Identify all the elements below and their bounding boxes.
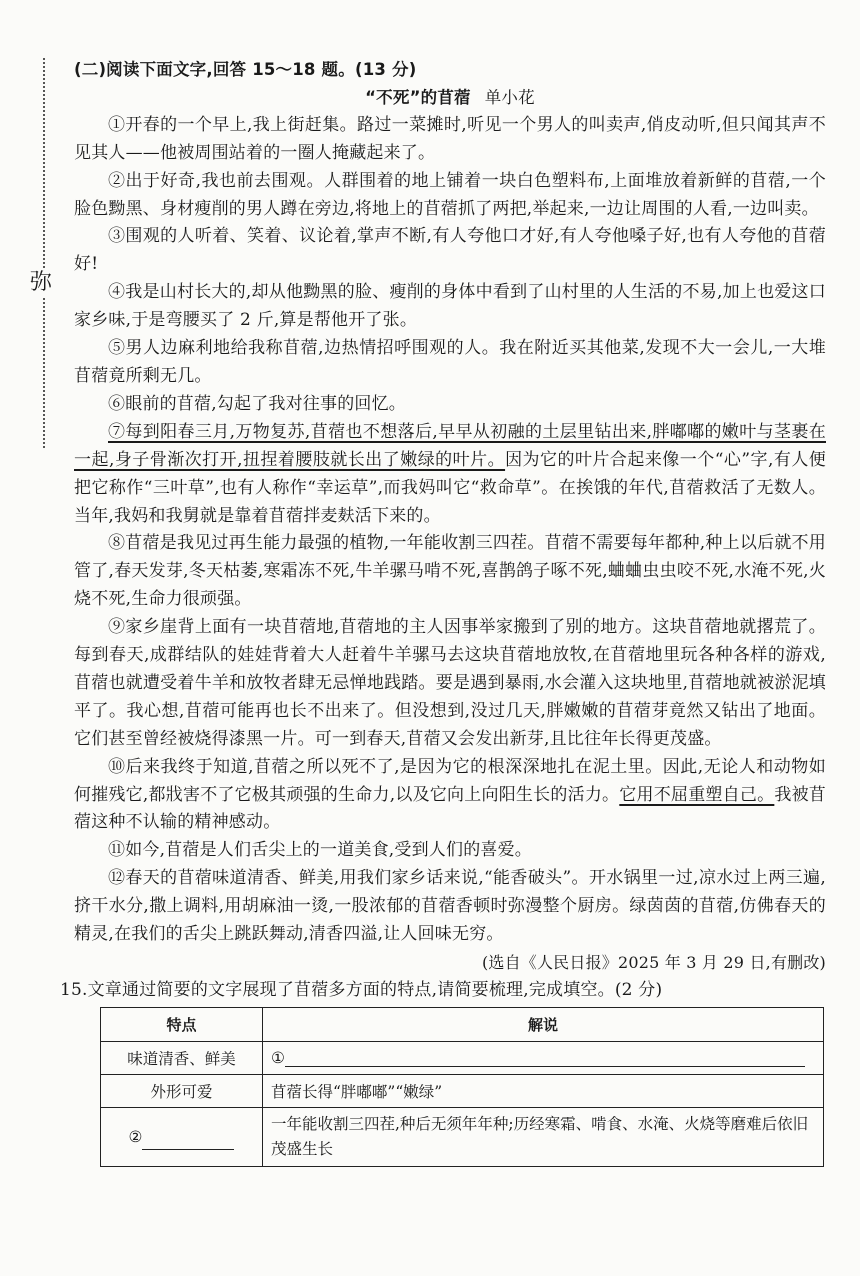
explain-cell: 苜蓿长得“胖嘟嘟”“嫩绿” <box>263 1075 824 1108</box>
answer-blank-1-cell[interactable] <box>263 1042 824 1075</box>
paragraph-10-before: ⑩后来我终于知道,苜蓿之所以死不了,是因为它的根深深地扎在泥土里。因此,无论人和动物如何摧残它,都戕害不了它极其顽强的生命力,以及它向上向阳生长的活力。 <box>74 756 826 805</box>
paragraph-1: ①开春的一个早上,我上街赶集。路过一菜摊时,听见一个男人的叫卖声,俏皮动听,但只闻其声不见其人——他被周围站着的一圈人掩藏起来了。 <box>74 114 826 163</box>
question-15-table <box>100 1007 824 1167</box>
question-15-prompt: 15.文章通过简要的文字展现了苜蓿多方面的特点,请简要梳理,完成填空。(2 分) <box>60 979 663 1000</box>
paragraph-9: ⑨家乡崖背上面有一块苜蓿地,苜蓿地的主人因事举家搬到了别的地方。这块苜蓿地就撂荒了。每到春天,成群结队的娃娃背着大人赶着牛羊骡马去这块苜蓿地放牧,在苜蓿地里玩各种各样的游戏,苜蓿也就遭受着牛羊和放牧者肆无忌惮地践踏。要是遇到暴雨,水会灌入这块地里,苜蓿地就被淤泥填平了。我心想,苜蓿可能再也长不出来了。但没想到,没过几天,胖嫩嫩的苜蓿芽竟然又钻出了地面。它们甚至曾经被烧得漆黑一片。可一到春天,苜蓿又会发出新芽,且比往年长得更茂盛。 <box>74 617 826 749</box>
paragraph-7-rest: 因为它的叶片合起来像一个“心”字,有人便把它称作“三叶草”,也有人称作“幸运草”,而我妈叫它“救命草”。在挨饿的年代,苜蓿救活了无数人。当年,我妈和我舅就是靠着苜蓿拌麦麸活下来的。 <box>74 449 826 526</box>
paragraph-8: ⑧苜蓿是我见过再生能力最强的植物,一年能收割三四茬。苜蓿不需要每年都种,种上以后就不用管了,春天发芽,冬天枯萎,寒霜冻不死,牛羊骡马啃不死,喜鹊鸽子啄不死,蛐蛐虫虫咬不死,水淹不死,火烧不死,生命力很顽强。 <box>74 533 826 610</box>
article-title-line <box>74 84 826 112</box>
article-source: (选自《人民日报》2025 年 3 月 29 日,有删改) <box>481 953 826 972</box>
table-row <box>101 1042 824 1075</box>
paragraph-12: ⑫春天的苜蓿味道清香、鲜美,用我们家乡话来说,“能香破头”。开水锅里一过,凉水过上两三遍,挤干水分,撒上调料,用胡麻油一烫,一股浓郁的苜蓿香顿时弥漫整个厨房。绿茵茵的苜蓿,仿佛春天的精灵,在我们的舌尖上跳跃舞动,清香四溢,让人回味无穷。 <box>74 868 826 945</box>
paragraph-2: ②出于好奇,我也前去围观。人群围着的地上铺着一块白色塑料布,上面堆放着新鲜的苜蓿,一个脸色黝黑、身材瘦削的男人蹲在旁边,将地上的苜蓿抓了两把,举起来,一边让周围的人看,一边叫卖。 <box>74 170 826 219</box>
table-row <box>101 1108 824 1167</box>
answer-blank-2-cell[interactable] <box>101 1108 263 1167</box>
table-header-feature: 特点 <box>101 1008 263 1042</box>
article-title: “不死”的苜蓿 <box>365 87 471 107</box>
underlined-sentence-p10: 它用不屈重塑自己。 <box>619 784 775 805</box>
blank-marker-2: ② <box>128 1127 143 1146</box>
binding-margin-char: 弥 <box>30 268 52 298</box>
paragraph-4: ④我是山村长大的,却从他黝黑的脸、瘦削的身体中看到了山村里的人生活的不易,加上也爱这口家乡味,于是弯腰买了 2 斤,算是帮他开了张。 <box>74 282 826 331</box>
table-row <box>101 1075 824 1108</box>
paragraph-11: ⑪如今,苜蓿是人们舌尖上的一道美食,受到人们的喜爱。 <box>108 840 533 861</box>
paragraph-10 <box>74 754 826 838</box>
paragraph-7 <box>74 419 826 531</box>
blank-marker-1: ① <box>271 1049 285 1067</box>
answer-blank-2[interactable] <box>142 1133 234 1150</box>
paragraph-3: ③围观的人听着、笑着、议论着,掌声不断,有人夸他口才好,有人夸他嗓子好,也有人夸他的苜蓿好! <box>74 226 826 275</box>
paragraph-5: ⑤男人边麻利地给我称苜蓿,边热情招呼围观的人。我在附近买其他菜,发现不大一会儿,一大堆苜蓿竟所剩无几。 <box>74 338 826 386</box>
paragraph-6: ⑥眼前的苜蓿,勾起了我对往事的回忆。 <box>108 393 407 414</box>
article-author: 单小花 <box>484 87 535 107</box>
answer-blank-1[interactable] <box>285 1050 805 1067</box>
feature-cell: 味道清香、鲜美 <box>101 1042 263 1075</box>
underlined-sentence-p7: ⑦每到阳春三月,万物复苏,苜蓿也不想落后,早早从初融的土层里钻出来,胖嘟嘟的嫩叶与茎裹在一起,身子骨渐次打开,扭捏着腰肢就长出了嫩绿的叶片。 <box>74 421 826 470</box>
table-header-explain: 解说 <box>263 1008 824 1042</box>
feature-cell: 外形可爱 <box>101 1075 263 1108</box>
binding-dotted-line <box>43 58 45 448</box>
reading-passage <box>60 56 826 1005</box>
section-heading: (二)阅读下面文字,回答 15～18 题。(13 分) <box>74 60 417 79</box>
paragraph-10-after: 我被苜蓿这种不认输的精神感动。 <box>74 784 826 833</box>
explain-cell: 一年能收割三四茬,种后无须年年种;历经寒霜、啃食、水淹、火烧等磨难后依旧茂盛生长 <box>263 1108 824 1167</box>
